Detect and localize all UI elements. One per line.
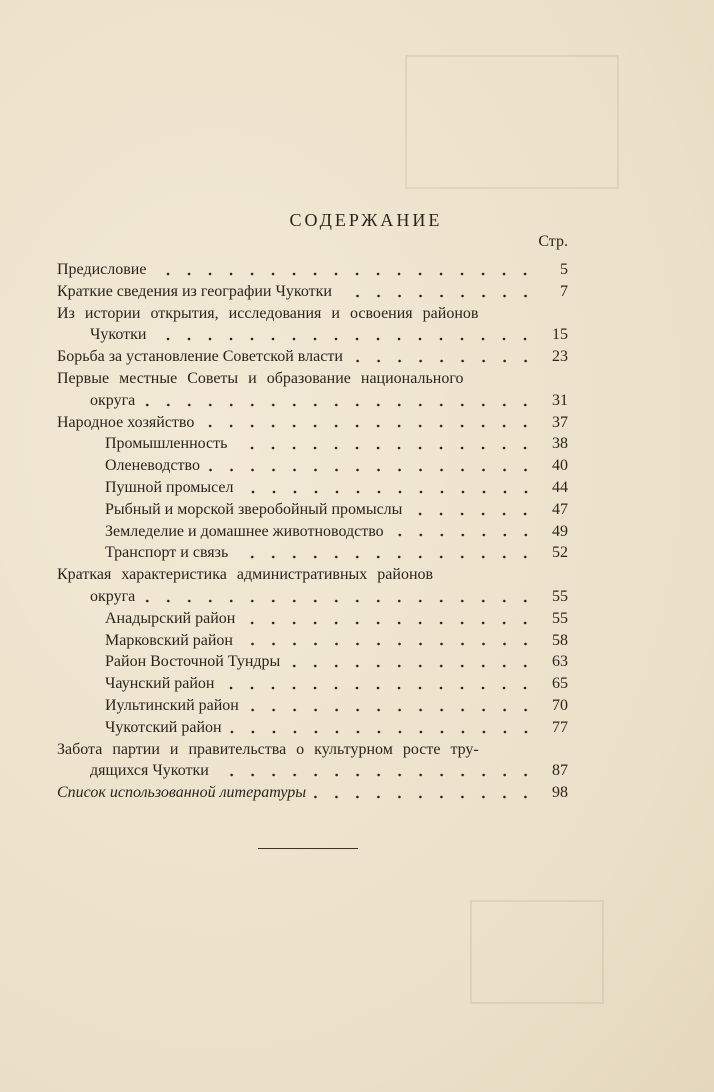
- toc-entry-page: 7: [560, 282, 568, 300]
- toc-entry-page: 40: [552, 457, 568, 475]
- dot-leader: [243, 620, 536, 626]
- toc-entry-page: 49: [552, 522, 568, 540]
- dot-leader: [410, 511, 536, 517]
- toc-entry: [57, 542, 568, 564]
- toc-entry-page: 38: [552, 435, 568, 453]
- dot-leader: [241, 641, 536, 647]
- toc-entry-page: 65: [552, 675, 568, 693]
- dot-leader: [351, 358, 536, 364]
- toc-entry: [57, 673, 568, 695]
- closing-rule: [258, 848, 358, 849]
- dot-leader: [247, 707, 536, 713]
- dot-leader: [235, 445, 536, 451]
- toc-entry-title: дящихся Чукотки: [90, 762, 209, 780]
- toc-entry: [57, 303, 568, 325]
- toc-entry-page: 77: [552, 718, 568, 736]
- toc-entry: [57, 324, 568, 346]
- table-of-contents: [57, 259, 568, 804]
- dot-leader: [242, 489, 536, 495]
- toc-entry: [57, 455, 568, 477]
- toc-entry: [57, 368, 568, 390]
- toc-entry-title: Земледелие и домашнее животноводство: [105, 522, 384, 540]
- toc-entry-title: округа: [90, 587, 136, 605]
- dot-leader: [154, 336, 536, 342]
- toc-entry: [57, 782, 568, 804]
- toc-entry-page: 52: [552, 544, 568, 562]
- dot-leader: [222, 685, 536, 691]
- toc-entry-title: Краткая характеристика административных районов: [57, 566, 434, 584]
- toc-entry-page: 5: [560, 261, 568, 278]
- toc-entry: [57, 695, 568, 717]
- dot-leader: [230, 729, 536, 735]
- toc-entry-title: Предисловие: [57, 261, 147, 278]
- dot-leader: [392, 532, 536, 538]
- toc-entry: [57, 564, 568, 586]
- toc-entry-title: Забота партии и правительства о культурном росте тру-: [57, 740, 479, 758]
- dot-leader: [314, 794, 536, 800]
- toc-entry-page: 98: [552, 784, 568, 802]
- toc-entry-title: Транспорт и связь: [105, 544, 229, 562]
- toc-entry: [57, 608, 568, 630]
- toc-entry-title: Оленеводство: [105, 457, 200, 475]
- toc-entry-title: округа: [90, 391, 136, 409]
- toc-entry-title: Из истории открытия, исследования и освоения районов: [57, 304, 479, 322]
- toc-entry: [57, 521, 568, 543]
- dot-leader: [202, 423, 536, 429]
- dot-leader: [236, 554, 536, 560]
- toc-entry: [57, 630, 568, 652]
- toc-entry-title: Рыбный и морской зверобойный промыслы: [105, 500, 403, 518]
- toc-entry: [57, 760, 568, 782]
- toc-entry-page: 87: [552, 762, 568, 780]
- toc-entry: [57, 739, 568, 761]
- dot-leader: [288, 663, 536, 669]
- toc-entry-title: Пушной промысел: [105, 478, 234, 496]
- faded-stamp-bottom: [470, 900, 604, 1004]
- dot-leader: [143, 598, 536, 604]
- toc-entry-title: Чукотки: [90, 326, 147, 344]
- dot-leader: [217, 772, 536, 778]
- toc-entry-title: Район Восточной Тундры: [105, 653, 281, 671]
- toc-entry-page: 63: [552, 653, 568, 671]
- toc-entry-page: 44: [552, 478, 568, 496]
- toc-entry: [57, 651, 568, 673]
- dot-leader: [208, 467, 536, 473]
- toc-entry: [57, 717, 568, 739]
- toc-entry-page: 55: [552, 587, 568, 605]
- toc-entry: [57, 477, 568, 499]
- toc-entry-title: Народное хозяйство: [57, 413, 195, 431]
- toc-entry-page: 70: [552, 696, 568, 714]
- dot-leader: [154, 271, 536, 277]
- toc-entry-page: 58: [552, 631, 568, 649]
- toc-entry-page: 23: [552, 348, 568, 366]
- toc-entry-title: Чаунский район: [105, 675, 215, 693]
- toc-entry-title: Краткие сведения из географии Чукотки: [57, 282, 332, 300]
- toc-entry-title: Борьба за установление Советской власти: [57, 348, 343, 366]
- page-column-label: Стр.: [538, 233, 568, 250]
- toc-entry-title: Первые местные Советы и образование национального: [57, 369, 464, 387]
- dot-leader: [143, 402, 536, 408]
- toc-entry: [57, 281, 568, 303]
- toc-entry: [57, 412, 568, 434]
- toc-entry: [57, 390, 568, 412]
- toc-entry: [57, 433, 568, 455]
- toc-entry-page: 47: [552, 500, 568, 518]
- toc-entry-title: Промышленность: [105, 435, 228, 453]
- toc-entry: [57, 346, 568, 368]
- toc-entry-page: 37: [552, 413, 568, 431]
- toc-entry-title: Чукотский район: [105, 718, 222, 736]
- toc-entry-page: 15: [552, 326, 568, 344]
- toc-entry-title: Анадырский район: [105, 609, 236, 627]
- toc-entry-page: 55: [552, 609, 568, 627]
- faded-stamp-top: [405, 55, 619, 189]
- toc-entry-title: Марковский район: [105, 631, 233, 649]
- toc-entry-title: Иультинский район: [105, 696, 239, 714]
- toc-title: СОДЕРЖАНИЕ: [289, 210, 443, 230]
- toc-entry: [57, 586, 568, 608]
- dot-leader: [340, 293, 536, 299]
- toc-entry: [57, 259, 568, 281]
- toc-entry-title: Список использованной литературы: [57, 784, 307, 802]
- toc-entry: [57, 499, 568, 521]
- toc-entry-page: 31: [552, 391, 568, 409]
